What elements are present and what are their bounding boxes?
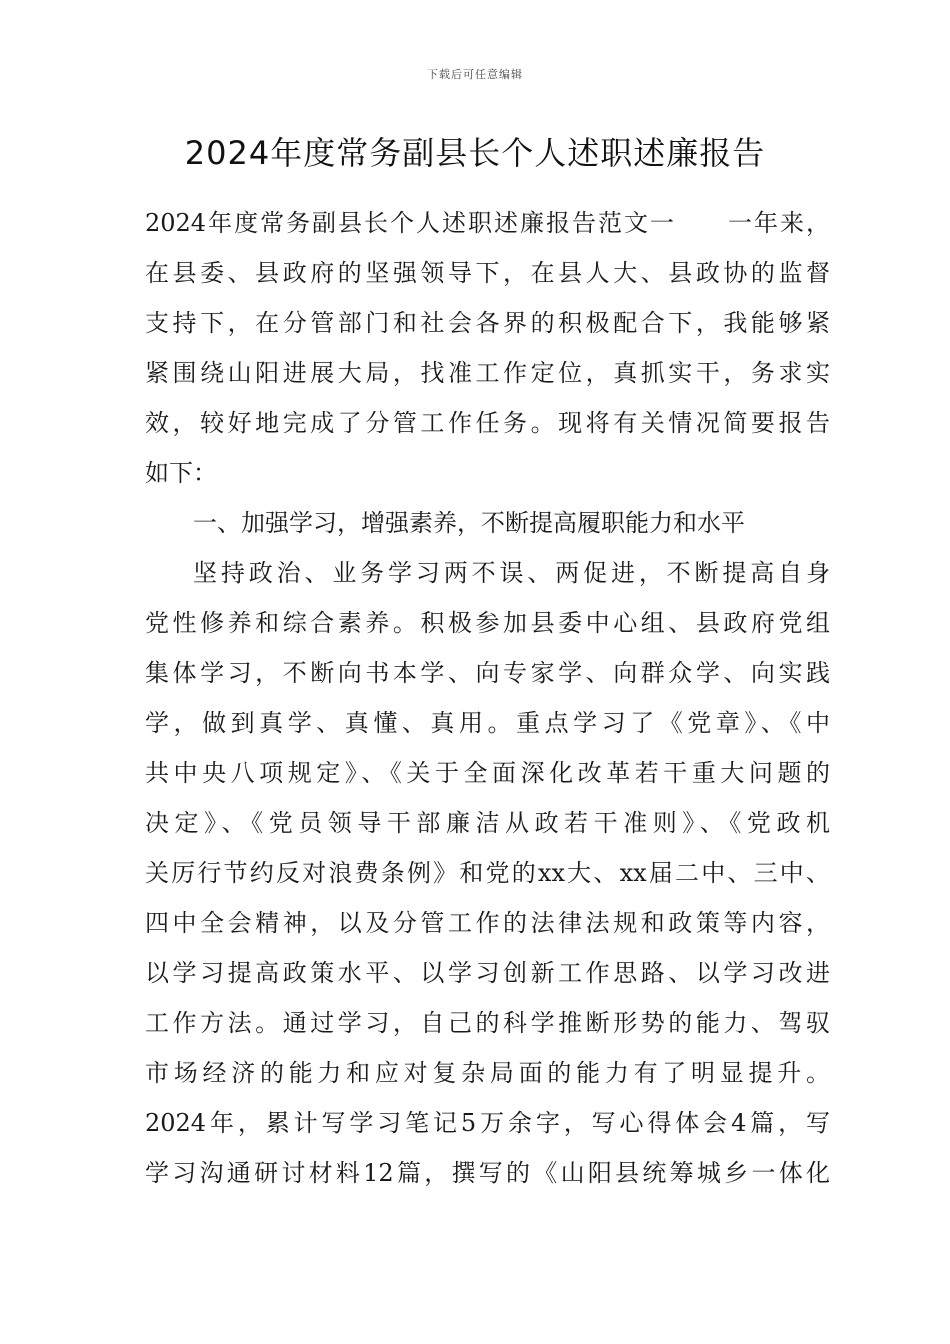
body-line: 效，较好地完成了分管工作任务。现将有关情况简要报告 (145, 409, 830, 437)
document-title: 2024年度常务副县长个人述职述廉报告 (184, 134, 766, 172)
body-line: 如下： (145, 459, 217, 487)
body-line: 学，做到真学、真懂、真用。重点学习了《党章》、《中 (145, 709, 830, 737)
body-line: 集体学习，不断向书本学、向专家学、向群众学、向实践 (145, 659, 830, 687)
header-note: 下载后可任意编辑 (427, 68, 523, 81)
body-line: 决定》、《党员领导干部廉洁从政若干准则》、《党政机 (145, 809, 830, 837)
section-heading: 一、加强学习，增强素养，不断提高履职能力和水平 (193, 509, 745, 537)
body-line: 工作方法。通过学习，自己的科学推断形势的能力、驾驭 (145, 1009, 830, 1037)
body-line: 紧围绕山阳进展大局，找准工作定位，真抓实干，务求实 (145, 359, 830, 387)
body-line: 市场经济的能力和应对复杂局面的能力有了明显提升。 (145, 1059, 830, 1087)
body-line: 2024年度常务副县长个人述职述廉报告范文一 一年来， (145, 209, 830, 237)
body-line: 共中央八项规定》、《关于全面深化改革若干重大问题的 (145, 759, 830, 787)
body-line: 关厉行节约反对浪费条例》和党的xx大、xx届二中、三中、 (145, 859, 830, 887)
body-line: 在县委、县政府的坚强领导下，在县人大、县政协的监督 (145, 259, 830, 287)
body-line: 党性修养和综合素养。积极参加县委中心组、县政府党组 (145, 609, 830, 637)
body-line: 坚持政治、业务学习两不误、两促进，不断提高自身 (193, 559, 830, 587)
body-line: 支持下，在分管部门和社会各界的积极配合下，我能够紧 (145, 309, 830, 337)
body-line: 学习沟通研讨材料12篇，撰写的《山阳县统筹城乡一体化 (145, 1159, 830, 1187)
document-body (145, 205, 830, 1205)
body-line: 以学习提高政策水平、以学习创新工作思路、以学习改进 (145, 959, 830, 987)
body-line: 四中全会精神，以及分管工作的法律法规和政策等内容， (145, 909, 830, 937)
body-line: 2024年，累计写学习笔记5万余字，写心得体会4篇，写 (145, 1109, 830, 1137)
